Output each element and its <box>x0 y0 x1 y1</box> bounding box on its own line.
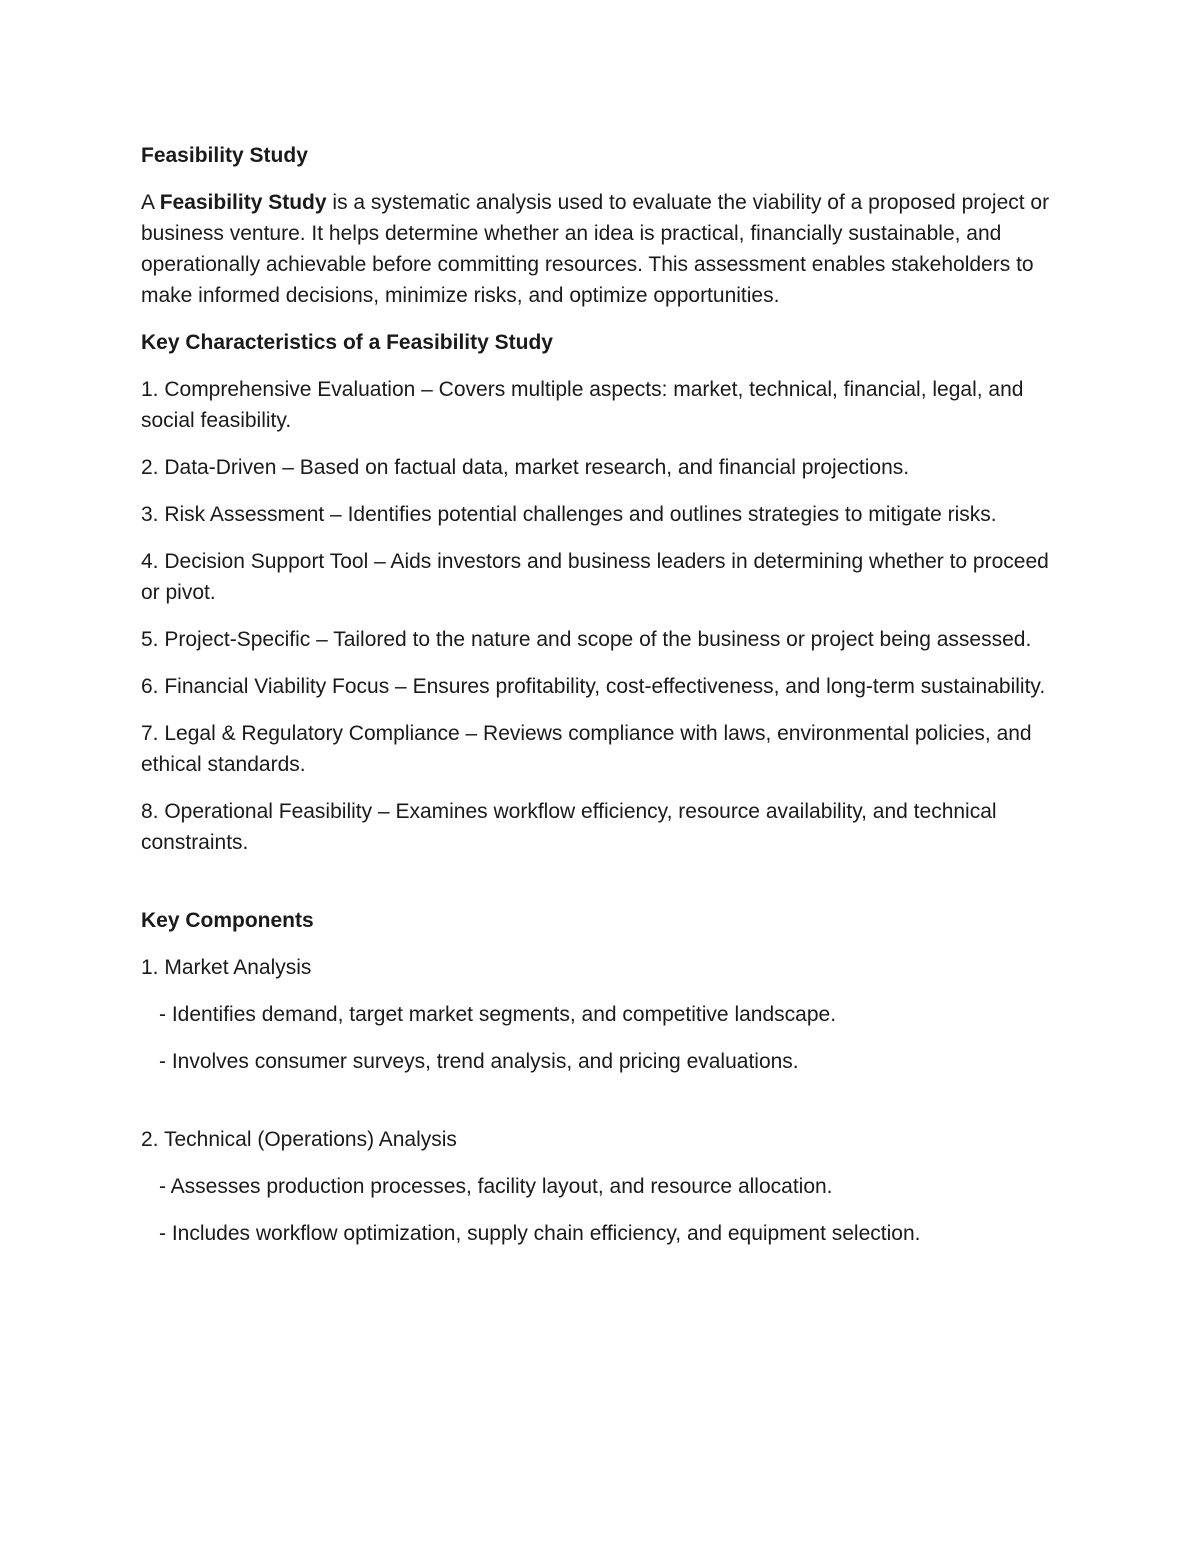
components-heading: Key Components <box>141 909 314 932</box>
component-point: - Includes workflow optimization, supply chain efficiency, and equipment selection. <box>159 1222 921 1245</box>
intro-term: Feasibility Study <box>159 191 327 214</box>
characteristic-item: 1. Comprehensive Evaluation – Covers multiple aspects: market, technical, financial, legal, and social feasibility. <box>141 378 1024 432</box>
document-title: Feasibility Study <box>141 144 308 167</box>
component-title-market: 1. Market Analysis <box>141 956 312 979</box>
characteristic-item: 4. Decision Support Tool – Aids investors and business leaders in determining whether to proceed or pivot. <box>141 550 1049 604</box>
intro-paragraph <box>141 187 1071 311</box>
spacer <box>141 874 1071 905</box>
characteristic-item: 8. Operational Feasibility – Examines workflow efficiency, resource availability, and technical constraints. <box>141 800 997 854</box>
characteristic-item: 2. Data-Driven – Based on factual data, market research, and financial projections. <box>141 456 910 479</box>
component-point: - Identifies demand, target market segments, and competitive landscape. <box>159 1003 837 1026</box>
characteristic-item: 6. Financial Viability Focus – Ensures profitability, cost-effectiveness, and long-term sustainability. <box>141 675 1046 698</box>
document-page <box>141 140 1071 1265</box>
characteristic-item: 5. Project-Specific – Tailored to the nature and scope of the business or project being assessed. <box>141 628 1032 651</box>
characteristic-item: 3. Risk Assessment – Identifies potential challenges and outlines strategies to mitigate risks. <box>141 503 997 526</box>
component-title-technical: 2. Technical (Operations) Analysis <box>141 1128 457 1151</box>
spacer <box>141 1093 1071 1124</box>
characteristic-item: 7. Legal & Regulatory Compliance – Reviews compliance with laws, environmental policies, and ethical standards. <box>141 722 1032 776</box>
characteristics-heading: Key Characteristics of a Feasibility Study <box>141 331 553 354</box>
intro-lead: A <box>141 191 160 214</box>
intro-rest: is a systematic analysis used to evaluate the viability of a proposed project or business venture. It helps determine whether an idea is practical, financially sustainable, and operationally achievable before committing resources. This assessment enables stakeholders to make informed decisions, minimize risks, and optimize opportunities. <box>141 191 1050 307</box>
component-point: - Assesses production processes, facility layout, and resource allocation. <box>159 1175 833 1198</box>
component-point: - Involves consumer surveys, trend analysis, and pricing evaluations. <box>159 1050 799 1073</box>
